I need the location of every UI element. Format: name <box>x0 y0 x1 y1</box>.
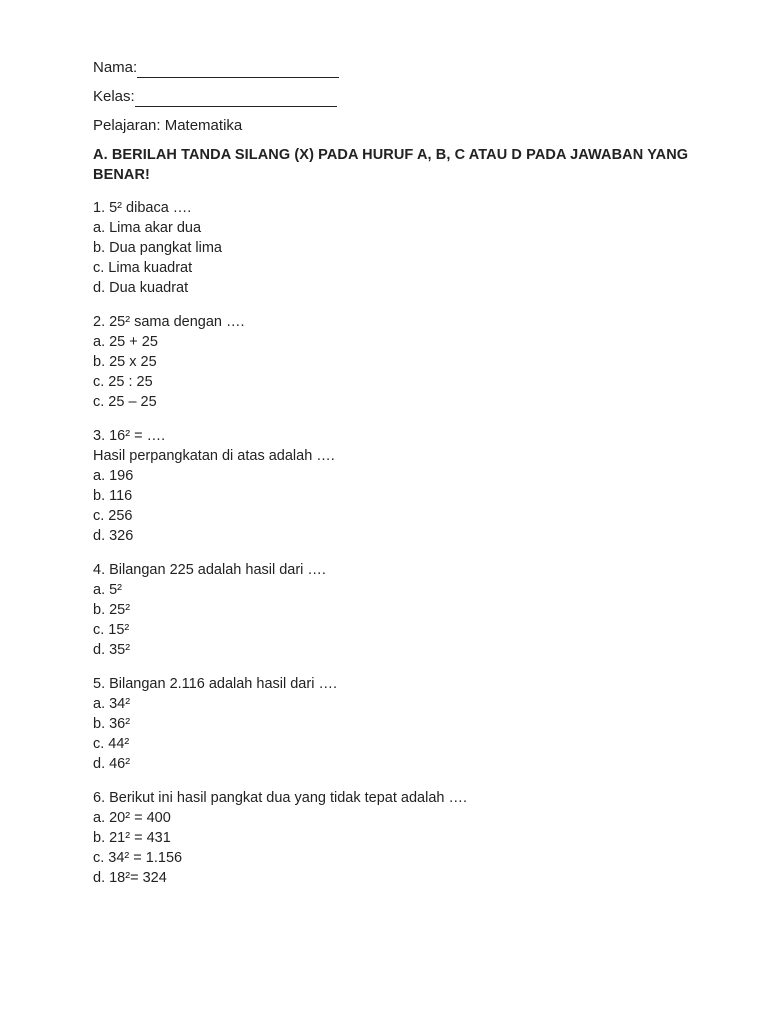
nama-blank-field[interactable] <box>137 63 339 78</box>
option-a: a. Lima akar dua <box>93 220 202 236</box>
option-c: c. 44² <box>93 736 130 752</box>
option-a: a. 34² <box>93 696 131 712</box>
question-text: 3. 16² = …. <box>93 428 166 444</box>
pelajaran-label: Pelajaran: Matematika <box>93 117 243 134</box>
option-a: a. 196 <box>93 468 134 484</box>
option-b: b. Dua pangkat lima <box>93 240 222 256</box>
question-2 <box>93 312 693 412</box>
option-b: b. 21² = 431 <box>93 830 171 846</box>
question-6 <box>93 788 693 888</box>
option-d: d. 35² <box>93 642 131 658</box>
option-d: d. 46² <box>93 756 131 772</box>
nama-label: Nama: <box>93 59 138 76</box>
question-text: 5. Bilangan 2.116 adalah hasil dari …. <box>93 676 337 692</box>
option-d: d. 326 <box>93 528 134 544</box>
option-c: c. 256 <box>93 508 133 524</box>
question-1 <box>93 198 693 298</box>
question-text: 2. 25² sama dengan …. <box>93 314 245 330</box>
option-d: d. 18²= 324 <box>93 870 167 886</box>
option-d: c. 25 – 25 <box>93 394 157 410</box>
kelas-line <box>93 87 693 107</box>
option-b: b. 116 <box>93 488 133 504</box>
question-4 <box>93 560 693 660</box>
option-b: b. 25 x 25 <box>93 354 157 370</box>
question-text: 6. Berikut ini hasil pangkat dua yang tidak tepat adalah …. <box>93 790 468 806</box>
pelajaran-line <box>93 116 693 136</box>
option-a: a. 5² <box>93 582 123 598</box>
question-subtext: Hasil perpangkatan di atas adalah …. <box>93 448 335 464</box>
nama-line <box>93 58 693 78</box>
option-a: a. 20² = 400 <box>93 810 171 826</box>
question-3 <box>93 426 693 546</box>
question-text: 4. Bilangan 225 adalah hasil dari …. <box>93 562 326 578</box>
option-c: c. Lima kuadrat <box>93 260 193 276</box>
section-instruction: A. BERILAH TANDA SILANG (X) PADA HURUF A, B, C ATAU D PADA JAWABAN YANG BENAR! <box>93 147 689 183</box>
option-c: c. 15² <box>93 622 130 638</box>
kelas-blank-field[interactable] <box>135 92 337 107</box>
kelas-label: Kelas: <box>93 88 135 105</box>
option-c: c. 25 : 25 <box>93 374 153 390</box>
option-b: b. 36² <box>93 716 131 732</box>
option-d: d. Dua kuadrat <box>93 280 189 296</box>
question-5 <box>93 674 693 774</box>
worksheet-page <box>93 58 693 902</box>
option-b: b. 25² <box>93 602 131 618</box>
question-text: 1. 5² dibaca …. <box>93 200 192 216</box>
question-list <box>93 198 693 888</box>
option-a: a. 25 + 25 <box>93 334 158 350</box>
option-c: c. 34² = 1.156 <box>93 850 183 866</box>
